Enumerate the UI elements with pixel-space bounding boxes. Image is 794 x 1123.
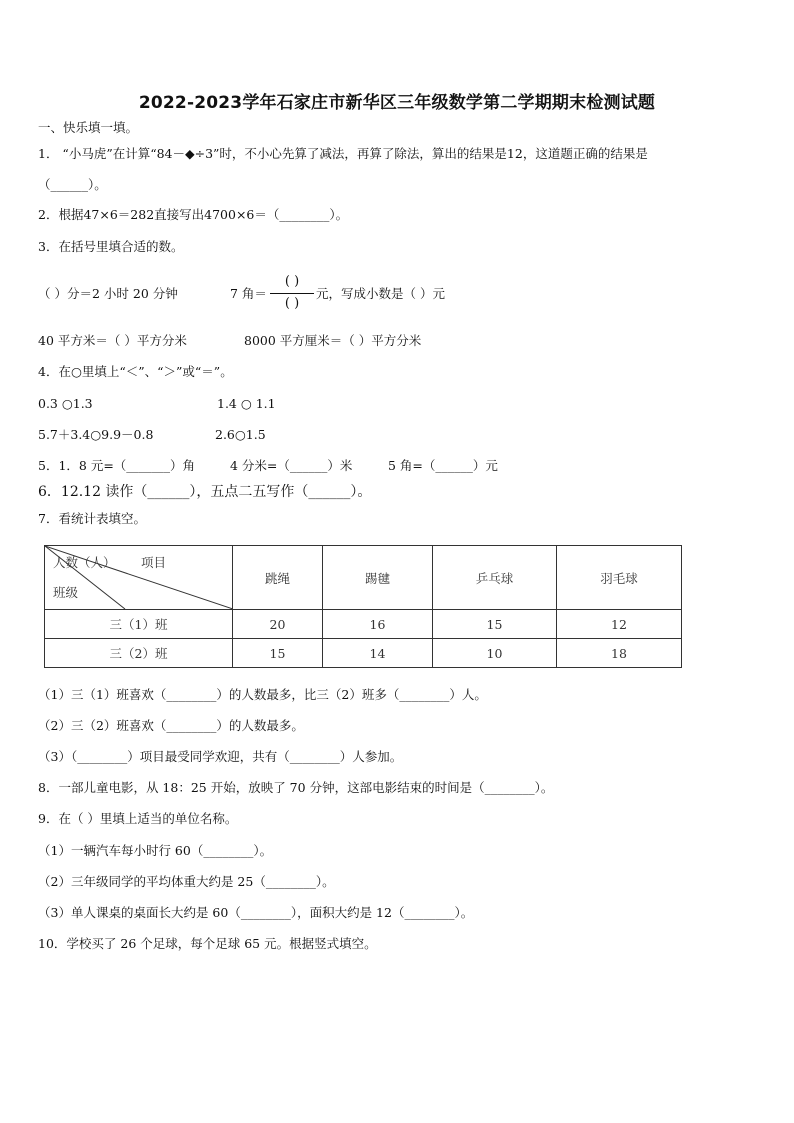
table-corner-cell bbox=[45, 546, 233, 610]
table-cell: 16 bbox=[323, 610, 433, 639]
question-3-b-suffix: 元，写成小数是（ ）元 bbox=[316, 286, 445, 301]
question-7-sub-2: （2）三（2）班喜欢（________）的人数最多。 bbox=[38, 718, 304, 733]
question-5-b: 4 分米=（______）米 bbox=[230, 458, 353, 473]
question-4-b: 1.4 ○ 1.1 bbox=[217, 396, 276, 411]
question-7-sub-3: （3）（________）项目最受同学欢迎，共有（________）人参加。 bbox=[38, 749, 403, 764]
table-row-label: 三（2）班 bbox=[45, 639, 233, 668]
question-2: 2．根据47×6＝282直接写出4700×6＝（________）。 bbox=[38, 207, 349, 222]
table-header-cell: 跳绳 bbox=[233, 546, 323, 610]
question-9-sub-1: （1）一辆汽车每小时行 60（________）。 bbox=[38, 843, 273, 858]
question-8: 8．一部儿童电影，从 18：25 开始，放映了 70 分钟，这部电影结束的时间是（________）。 bbox=[38, 780, 554, 795]
question-1-line-1: 1． “小马虎”在计算“84－◆÷3”时，不小心先算了减法，再算了除法，算出的结果是12，这道题正确的结果是 bbox=[38, 146, 648, 161]
table-cell: 14 bbox=[323, 639, 433, 668]
table-header-row bbox=[45, 546, 682, 610]
question-9-sub-2: （2）三年级同学的平均体重大约是 25（________）。 bbox=[38, 874, 335, 889]
table-cell: 12 bbox=[557, 610, 682, 639]
page-title: 2022-2023学年石家庄市新华区三年级数学第二学期期末检测试题 bbox=[138, 93, 656, 113]
table-cell: 10 bbox=[433, 639, 557, 668]
table-header-cell: 踢毽 bbox=[323, 546, 433, 610]
table-cell: 20 bbox=[233, 610, 323, 639]
table-header-cell: 乒乓球 bbox=[433, 546, 557, 610]
fraction-blank bbox=[270, 272, 314, 316]
table-row bbox=[45, 610, 682, 639]
table-header-cell: 羽毛球 bbox=[557, 546, 682, 610]
question-1-line-2: （______）。 bbox=[38, 177, 107, 192]
question-7-stem: 7．看统计表填空。 bbox=[38, 511, 146, 526]
question-3-a: （ ）分＝2 小时 20 分钟 bbox=[38, 286, 178, 301]
question-10: 10．学校买了 26 个足球，每个足球 65 元。根据竖式填空。 bbox=[38, 936, 377, 951]
question-4-d: 2.6○1.5 bbox=[215, 427, 266, 442]
fraction-numerator: ( ) bbox=[284, 274, 300, 289]
section-heading: 一、快乐填一填。 bbox=[38, 120, 139, 135]
question-3-b-prefix: 7 角＝ bbox=[230, 286, 267, 301]
fraction-bar bbox=[270, 293, 314, 294]
question-4-c: 5.7＋3.4○9.9－0.8 bbox=[38, 427, 154, 442]
question-3-d: 8000 平方厘米＝（ ）平方分米 bbox=[244, 333, 422, 348]
corner-label-item: 项目 bbox=[141, 555, 167, 570]
question-3-c: 40 平方米＝（ ）平方分米 bbox=[38, 333, 187, 348]
question-6: 6．12.12 读作（______），五点二五写作（______）。 bbox=[38, 484, 372, 500]
question-3-stem: 3．在括号里填合适的数。 bbox=[38, 239, 184, 254]
table-cell: 15 bbox=[233, 639, 323, 668]
question-9-stem: 9．在（ ）里填上适当的单位名称。 bbox=[38, 811, 238, 826]
question-5-c: 5 角=（______）元 bbox=[388, 458, 498, 473]
table-cell: 15 bbox=[433, 610, 557, 639]
question-4-a: 0.3 ○1.3 bbox=[38, 396, 93, 411]
table-row-label: 三（1）班 bbox=[45, 610, 233, 639]
question-4-stem: 4．在○里填上“＜”、“＞”或“＝”。 bbox=[38, 364, 233, 379]
corner-label-class: 班级 bbox=[53, 585, 79, 600]
table-cell: 18 bbox=[557, 639, 682, 668]
table-row bbox=[45, 639, 682, 668]
question-7-sub-1: （1）三（1）班喜欢（________）的人数最多，比三（2）班多（________）人。 bbox=[38, 687, 487, 702]
fraction-denominator: ( ) bbox=[284, 296, 300, 311]
question-9-sub-3: （3）单人课桌的桌面长大约是 60（________），面积大约是 12（________）。 bbox=[38, 905, 474, 920]
corner-label-count: 人数（人） bbox=[53, 555, 116, 570]
question-5-a: 5．1．8 元=（_______）角 bbox=[38, 458, 196, 473]
statistics-table bbox=[44, 545, 682, 668]
